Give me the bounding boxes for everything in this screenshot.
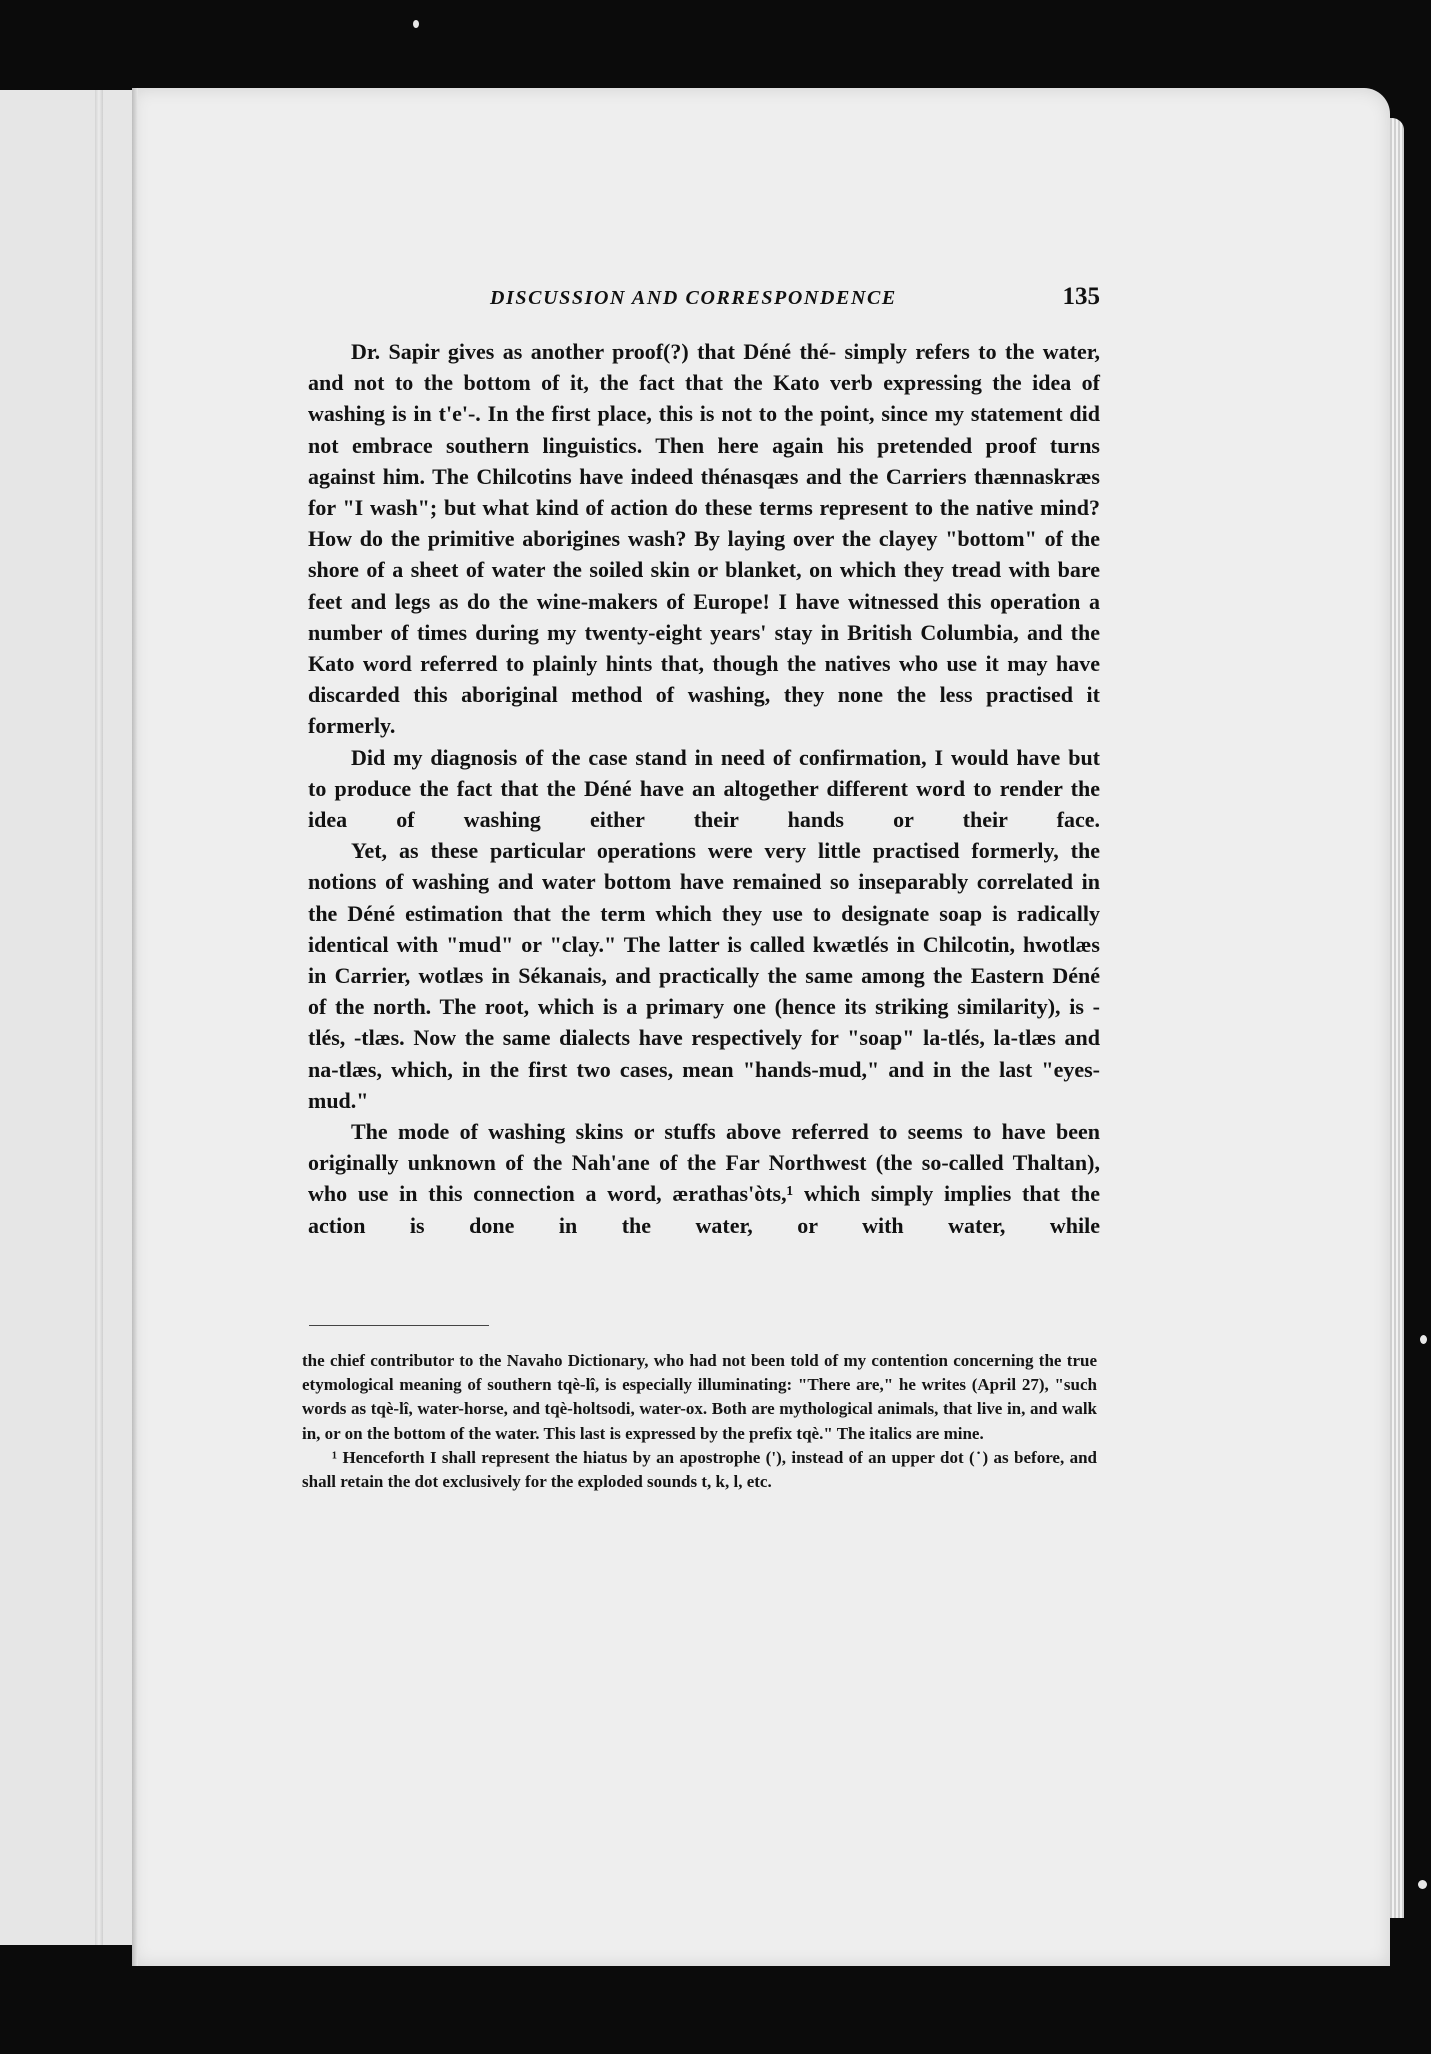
running-head: DISCUSSION AND CORRESPONDENCE <box>490 287 897 309</box>
page-edge-stack <box>1390 118 1404 1918</box>
scan-speck <box>1420 1335 1427 1344</box>
paragraph: Dr. Sapir gives as another proof(?) that Déné thé- simply refers to the water, and not to the bottom of it, the fact that the Kato verb expressing the idea of washing is in t'e'-. In the first place, this is not to the point, since my statement did not embrace southern linguistics. Then here again his pretended proof turns against him. The Chilcotins have indeed thénasqæs and the Carriers thænnaskræs for "I wash"; but what kind of action do these terms represent to the native mind? How do the primitive aborigines wash? By laying over the clayey "bottom" of the shore of a sheet of water the soiled skin or blanket, on which they tread with bare feet and legs as do the wine-makers of Europe! I have witnessed this operation a number of times during my twenty-eight years' stay in British Columbia, and the Kato word referred to plainly hints that, though the natives who use it may have discarded this aboriginal method of washing, they none the less practised it formerly. <box>308 339 1100 739</box>
footnote-rule <box>309 1325 489 1326</box>
footnote: ¹ Henceforth I shall represent the hiatus by an apostrophe ('), instead of an upper dot (˙) as before, and shall retain the dot exclusively for the exploded sounds t, k, l, etc. <box>302 1447 1097 1492</box>
page-header <box>490 283 1100 323</box>
book-spine-shadow <box>132 88 138 1966</box>
footnote-continuation: the chief contributor to the Navaho Dictionary, who had not been told of my contention concerning the true etymological meaning of southern tqè-lî, is especially illuminating: "There are," he writes (April 27), "such words as tqè-lî, water-horse, and tqè-holtsodi, water-ox. Both are mythological animals, that live in, and walk in, or on the bottom of the water. This last is expressed by the prefix tqè." The italics are mine. <box>302 1351 1097 1443</box>
page-number: 135 <box>1062 283 1100 310</box>
paragraph: The mode of washing skins or stuffs above referred to seems to have been originally unknown of the Nah'ane of the Far Northwest (the so-called Thaltan), who use in this connection a word, ærathas'òts,¹ which simply implies that the action is done in the water, or with water, while <box>308 1119 1100 1238</box>
footnotes <box>302 1349 1097 1494</box>
scan-speck <box>413 20 419 28</box>
paragraph: Yet, as these particular operations were very little practised formerly, the notions of washing and water bottom have remained so inseparably correlated in the Déné estimation that the term which they use to designate soap is radically identical with "mud" or "clay." The latter is called kwætlés in Chilcotin, hwotlæs in Carrier, wotlæs in Sékanais, and practically the same among the Eastern Déné of the north. The root, which is a primary one (hence its striking similarity), is -tlés, -tlæs. Now the same dialects have respectively for "soap" la-tlés, la-tlæs and na-tlæs, which, in the first two cases, mean "hands-mud," and in the last "eyes-mud." <box>308 838 1100 1113</box>
paragraph: Did my diagnosis of the case stand in need of confirmation, I would have but to produce the fact that the Déné have an altogether different word to render the idea of washing either their hands or their face. <box>308 744 1100 833</box>
left-page-edge <box>95 90 103 1945</box>
body-text <box>308 336 1100 1241</box>
scan-speck <box>1418 1880 1427 1889</box>
left-page <box>0 90 134 1945</box>
